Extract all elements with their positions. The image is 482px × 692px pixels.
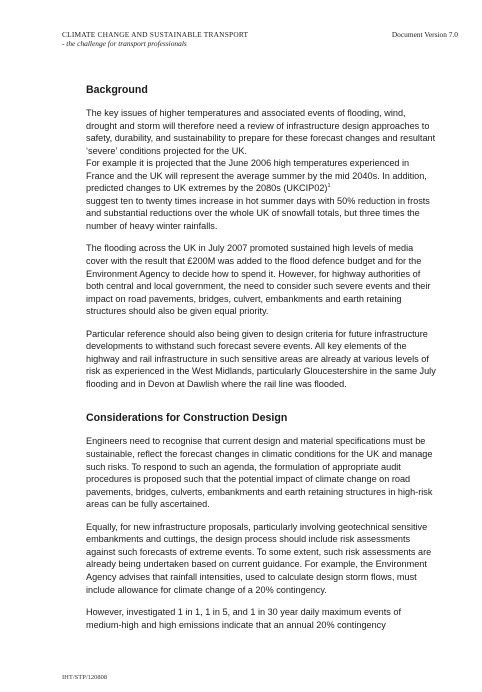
body-paragraph: The key issues of higher temperatures and associated events of flooding, wind, drought and storm will therefore need a review of infrastructure design approaches to safety, durability, and sustainability to prepare for these forecast changes and resultant ‘severe’ conditions projected for the UK. (86, 108, 436, 156)
document-body (86, 84, 438, 631)
body-paragraph: Particular reference should also being given to design criteria for future infrastructure developments to withstand such forecast severe events. All key elements of the highway and rail infrastructure in such sensitive areas are already at various levels of risk as experienced in the West Midlands, particularly Gloucestershire in the same July flooding and in Devon at Dawlish where the rail line was flooded. (86, 328, 436, 389)
section-heading-construction-design: Considerations for Construction Design (86, 412, 288, 425)
body-paragraph: However, investigated 1 in 1, 1 in 5, and 1 in 30 year daily maximum events of medium-high and high emissions indicate that an annual 20% contingency (86, 607, 401, 630)
footnote-marker: 1 (327, 183, 331, 190)
body-paragraph: The flooding across the UK in July 2007 promoted sustained high levels of media cover with the result that £200M was added to the flood defence budget and for the Environment Agency to decide how to spend it. However, for highway authorities of both central and local government, the need to consider such severe events and their impact on road pavements, bridges, culvert, embankments and earth retaining structures should also be given equal priority. (86, 243, 431, 317)
section-heading-background: Background (86, 84, 148, 96)
document-version: Document Version 7.0 (391, 30, 458, 39)
body-paragraph: Engineers need to recognise that current design and material specifications must be sustainable, reflect the forecast changes in climatic conditions for the UK and manage such risks. To respond to such an agenda, the formulation of appropriate audit procedures is proposed such that the potential impact of climate change on road pavements, bridges, culverts, embankments and earth retaining structures in high-risk areas can be fully ascertained. (86, 436, 433, 510)
document-title: CLIMATE CHANGE AND SUSTAINABLE TRANSPORT (62, 30, 249, 39)
document-subtitle: - the challenge for transport professionals (62, 39, 187, 48)
body-paragraph: For example it is projected that the June 2006 high temperatures experienced in France and the UK will represent the average summer by the mid 2040s. In addition, predicted changes to UK extremes by the 2080s (UKCIP02)$^1$ (86, 158, 427, 194)
page-footer: IHT/STP/120808 (62, 674, 108, 681)
body-paragraph: Equally, for new infrastructure proposals, particularly involving geotechnical sensitive embankments and cuttings, the design process should include risk assessments against such forecasts of extreme events. To some extent, such risk assessments are already being undertaken based on current guidance. For example, the Environment Agency advises that rainfall intensities, used to calculate design storm flows, must include allowance for climate change of a 20% contingency. (86, 521, 432, 595)
body-paragraph: suggest ten to twenty times increase in hot summer days with 50% reduction in frosts and substantial reductions over the whole UK of snowfall totals, but three times the number of heavy winter rainfalls. (86, 195, 430, 231)
